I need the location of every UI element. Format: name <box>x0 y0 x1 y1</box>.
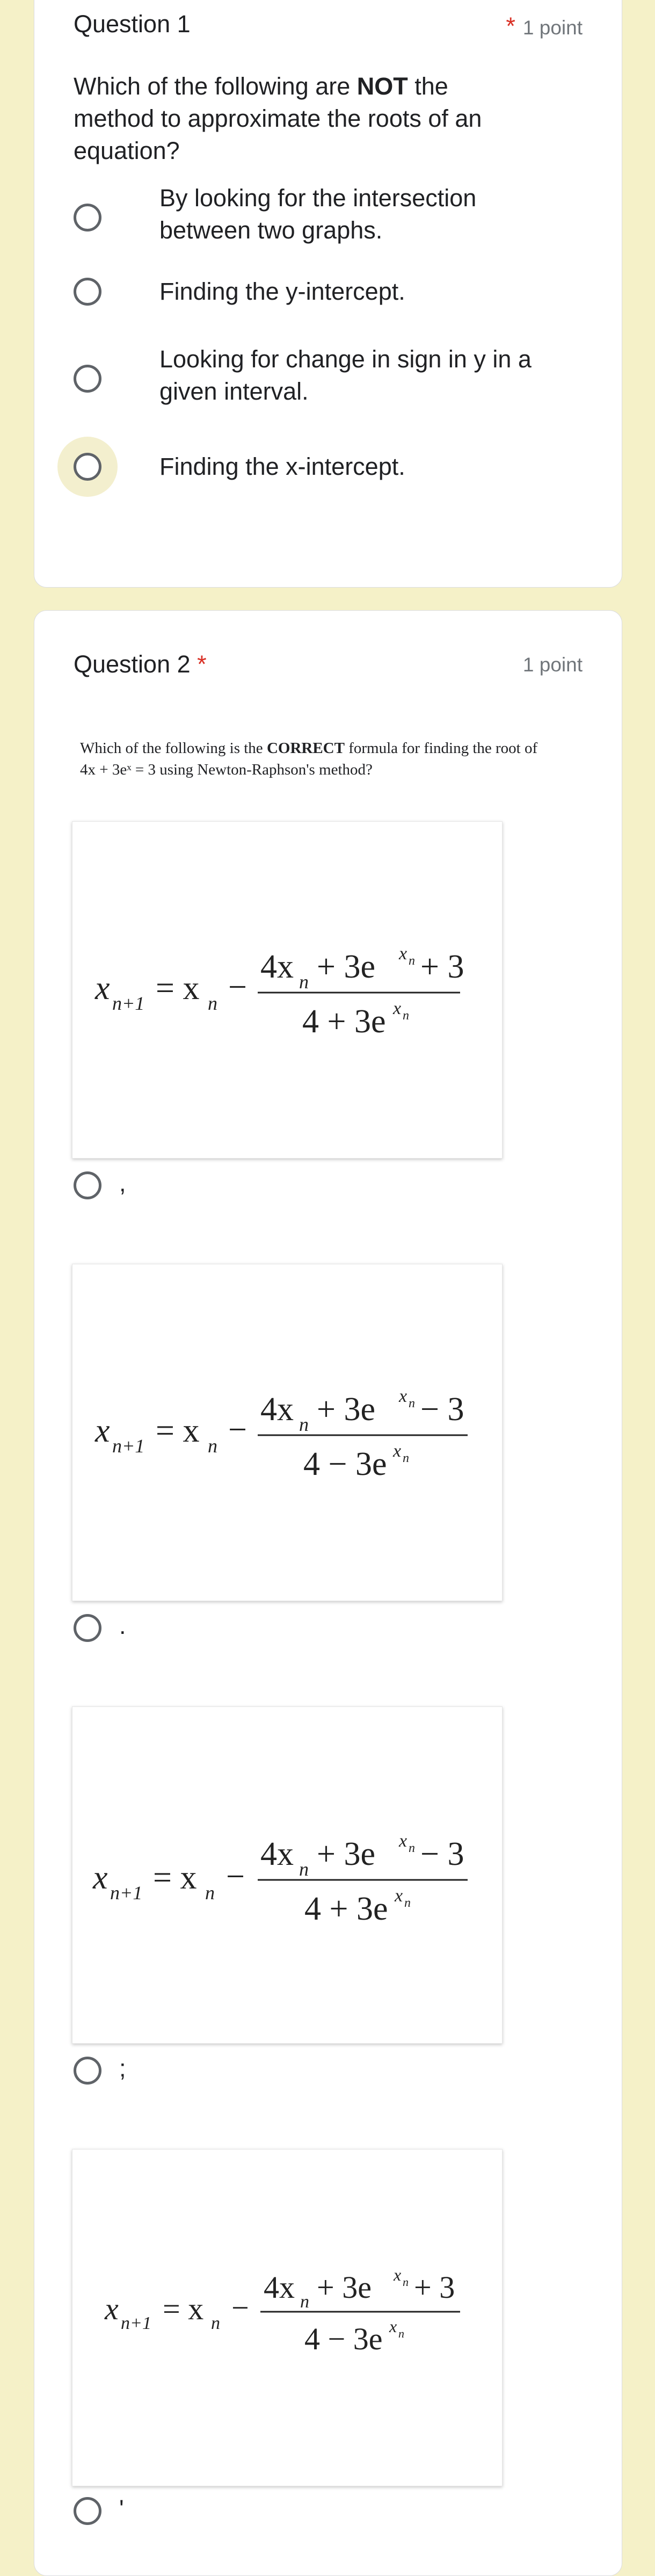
denominator: 4 + 3e <box>302 1003 386 1040</box>
points-text: 1 point <box>522 17 583 39</box>
q2-option-4[interactable] <box>74 2495 138 2527</box>
lhs-sub: n+1 <box>121 2313 151 2333</box>
denominator-exp-sub: n <box>403 1451 409 1465</box>
lhs-x: x <box>93 1859 108 1896</box>
question-2-points: 1 point <box>522 654 583 676</box>
denominator-exp-sub: n <box>404 1896 411 1910</box>
numerator-exp: x <box>399 1831 407 1851</box>
radio-button[interactable] <box>74 365 101 393</box>
radio-button[interactable] <box>74 204 101 231</box>
eq-sub: n <box>211 2313 220 2333</box>
question-1-points <box>506 12 583 40</box>
numerator-sub: n <box>299 1414 309 1435</box>
question-2-title <box>74 650 207 678</box>
numerator-sub: n <box>299 1858 309 1880</box>
numerator-3e: + 3e <box>317 1391 375 1428</box>
denominator-exp: x <box>395 1886 403 1906</box>
option-mark: ; <box>119 2054 126 2082</box>
numerator-4x: 4x <box>260 1391 294 1428</box>
q1-option-4[interactable] <box>74 451 557 483</box>
denominator: 4 − 3e <box>304 2321 383 2356</box>
denominator-exp-sub: n <box>398 2327 404 2340</box>
denominator-exp: x <box>389 2317 397 2336</box>
q2-text-end: formula for finding the root of <box>344 740 538 757</box>
q1-option-1[interactable] <box>74 182 557 252</box>
q2-option-3[interactable] <box>74 2054 138 2087</box>
numerator-4x: 4x <box>264 2270 295 2305</box>
question-2-title-text: Question 2 <box>74 650 191 678</box>
q2-option-2[interactable] <box>74 1612 138 1644</box>
denominator-exp-sub: n <box>403 1009 409 1023</box>
required-star: * <box>506 12 515 40</box>
equals-xn: = x <box>156 970 200 1007</box>
numerator-exp: x <box>394 2265 402 2284</box>
question-1-title <box>74 10 191 38</box>
required-star: * <box>197 650 207 678</box>
eq-sub: n <box>205 1882 215 1904</box>
question-2-card <box>34 610 622 2576</box>
denominator: 4 + 3e <box>304 1891 388 1927</box>
numerator-4x: 4x <box>260 1836 294 1872</box>
formula-4 <box>72 2150 502 2486</box>
question-1-text <box>74 70 503 167</box>
question-2-text <box>80 737 612 780</box>
lhs-x: x <box>95 1413 110 1449</box>
eq-sub: n <box>208 993 217 1014</box>
lhs-sub: n+1 <box>110 1882 143 1904</box>
minus-sign: − <box>226 1858 245 1895</box>
formula-3 <box>72 1707 502 2043</box>
option-label: Looking for change in sign in y in a given interval. <box>159 345 532 405</box>
lhs-x: x <box>105 2291 119 2326</box>
eq-sub: n <box>208 1435 217 1457</box>
q2-text-line-1 <box>80 737 612 759</box>
option-mark: . <box>119 1612 126 1639</box>
q2-text-start: Which of the following is the <box>80 740 267 757</box>
minus-sign: − <box>228 1412 247 1448</box>
lhs-sub: n+1 <box>112 1435 145 1457</box>
equals-xn: = x <box>163 2291 204 2326</box>
formula-image-4 <box>72 2149 503 2486</box>
q2-option-1[interactable] <box>74 1169 138 1202</box>
minus-sign: − <box>228 969 247 1005</box>
numerator-sub: n <box>300 2292 309 2312</box>
radio-button[interactable] <box>74 278 101 306</box>
numerator-3e: + 3e <box>317 2270 372 2305</box>
equals-xn: = x <box>153 1859 197 1896</box>
option-label: Finding the x-intercept. <box>159 453 405 480</box>
q2-text-line-2: 4x + 3eˣ = 3 using Newton-Raphson's method? <box>80 761 373 778</box>
numerator-exp-sub: n <box>409 1841 415 1855</box>
denominator-exp: x <box>393 1441 402 1461</box>
radio-button[interactable] <box>74 453 101 481</box>
lhs-sub: n+1 <box>112 993 145 1014</box>
numerator-exp-sub: n <box>403 2275 409 2289</box>
formula-image-1 <box>72 821 503 1159</box>
q1-text-end: the method to approximate the roots of an equation? <box>74 73 482 164</box>
question-1-title-text: Question 1 <box>74 10 191 38</box>
numerator-exp: x <box>399 1386 407 1406</box>
numerator-exp-sub: n <box>409 954 415 968</box>
option-mark: , <box>119 1169 126 1197</box>
numerator-4x: 4x <box>260 949 294 985</box>
q2-text-bold: CORRECT <box>266 740 345 757</box>
numerator-const: + 3 <box>420 949 464 985</box>
numerator-sub: n <box>299 971 309 993</box>
numerator-3e: + 3e <box>317 949 375 985</box>
formula-2 <box>72 1264 502 1601</box>
numerator-const: − 3 <box>420 1391 464 1428</box>
formula-image-3 <box>72 1706 503 2044</box>
lhs-x: x <box>95 970 110 1007</box>
option-label: Finding the y-intercept. <box>159 278 405 305</box>
numerator-const: − 3 <box>420 1836 464 1872</box>
numerator-exp: x <box>399 944 407 964</box>
q1-text-start: Which of the following are <box>74 73 357 100</box>
formula-1 <box>72 822 502 1158</box>
radio-button[interactable] <box>74 2057 101 2085</box>
radio-button[interactable] <box>74 1614 101 1642</box>
radio-button[interactable] <box>74 1171 101 1199</box>
denominator-exp: x <box>393 998 402 1018</box>
numerator-3e: + 3e <box>317 1836 375 1872</box>
radio-button[interactable] <box>74 2497 101 2525</box>
option-mark: ' <box>119 2495 124 2522</box>
formula-image-2 <box>72 1264 503 1601</box>
option-label: By looking for the intersection between two graphs. <box>159 184 477 244</box>
q1-option-3[interactable] <box>74 343 557 413</box>
numerator-exp-sub: n <box>409 1396 415 1410</box>
q1-option-2[interactable] <box>74 276 557 308</box>
numerator-const: + 3 <box>414 2270 455 2305</box>
q1-text-bold: NOT <box>356 73 408 100</box>
equals-xn: = x <box>156 1413 200 1449</box>
question-1-card <box>34 0 622 588</box>
denominator: 4 − 3e <box>303 1446 387 1482</box>
minus-sign: − <box>231 2290 249 2325</box>
